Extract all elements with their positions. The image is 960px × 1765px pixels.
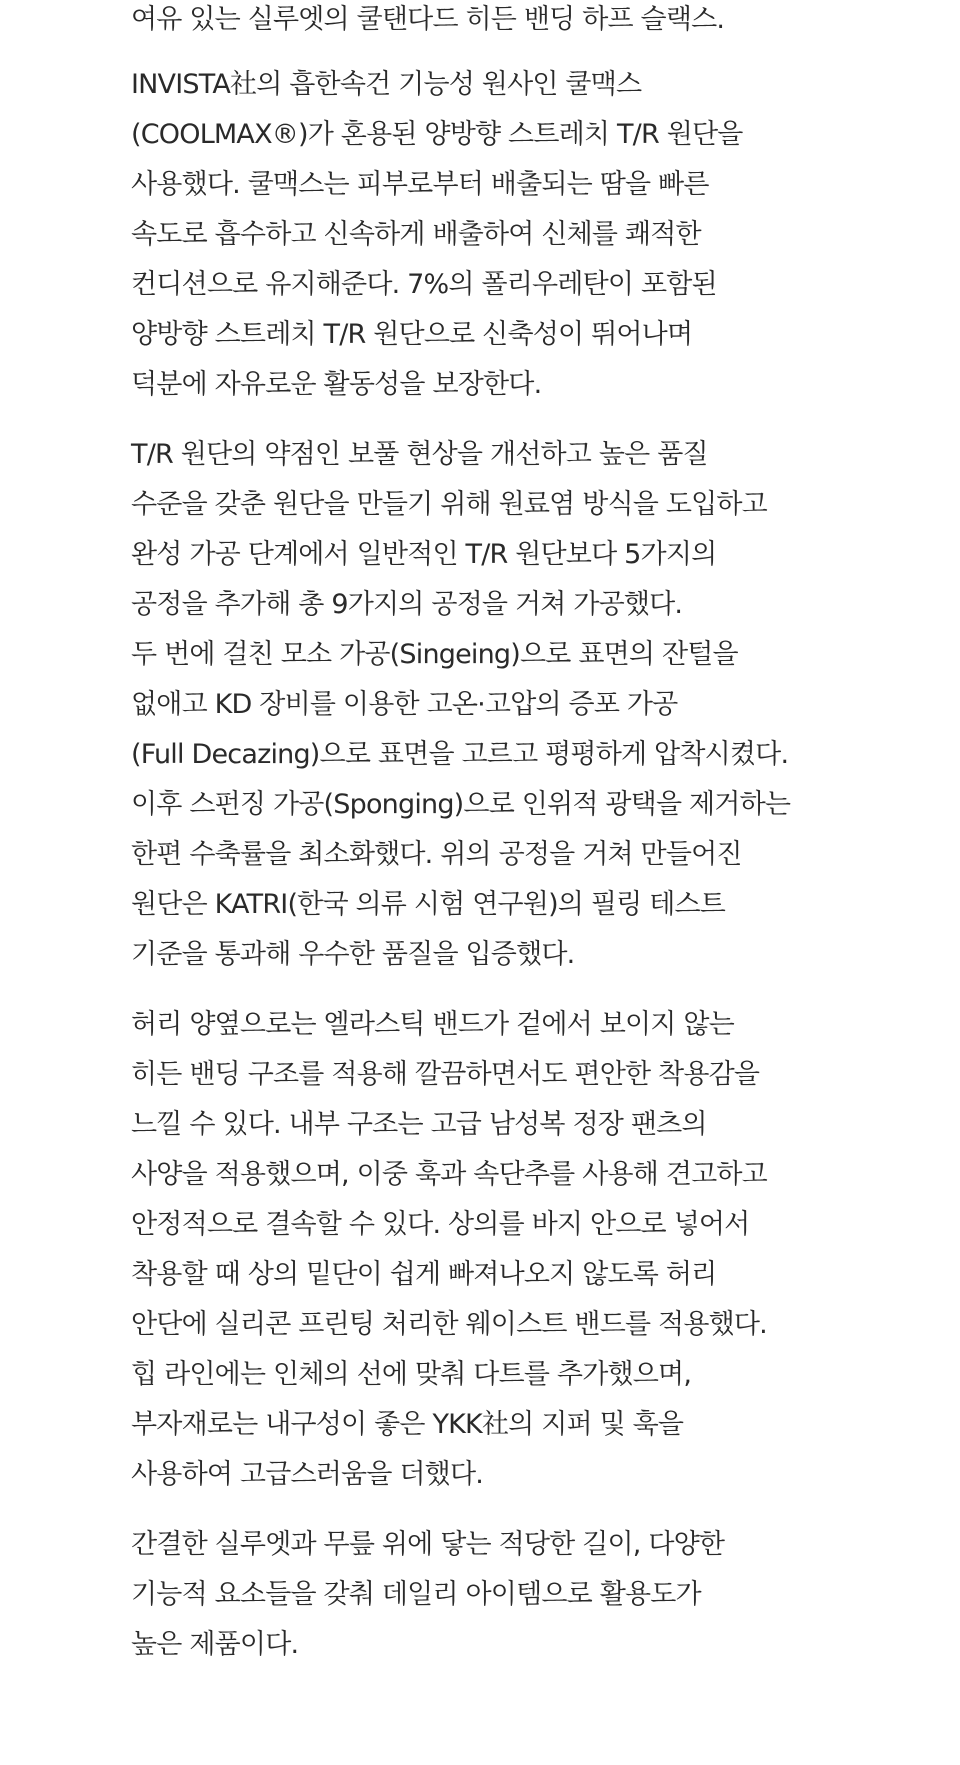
text-line: 느낄 수 있다. 내부 구조는 고급 남성복 정장 팬츠의: [131, 1109, 707, 1140]
text-line: 부자재로는 내구성이 좋은 YKK社의 지퍼 및 훅을: [131, 1409, 684, 1440]
text-line: 힙 라인에는 인체의 선에 맞춰 다트를 추가했으며,: [131, 1359, 692, 1390]
text-line: 덕분에 자유로운 활동성을 보장한다.: [131, 369, 542, 400]
text-line: 이후 스펀징 가공(Sponging)으로 인위적 광택을 제거하는: [131, 789, 791, 820]
text-line: 컨디션으로 유지해준다. 7%의 폴리우레탄이 포함된: [131, 269, 717, 300]
text-line: 속도로 흡수하고 신속하게 배출하여 신체를 쾌적한: [131, 219, 701, 250]
text-line: 없애고 KD 장비를 이용한 고온·고압의 증포 가공: [131, 689, 678, 720]
text-line: 안정적으로 결속할 수 있다. 상의를 바지 안으로 넣어서: [131, 1209, 750, 1240]
text-line: 두 번에 걸친 모소 가공(Singeing)으로 표면의 잔털을: [131, 639, 738, 670]
paragraph-finishing-process: [131, 430, 951, 980]
paragraph-coolmax-fabric: [131, 60, 951, 410]
text-line: 한편 수축률을 최소화했다. 위의 공정을 거쳐 만들어진: [131, 839, 742, 870]
text-line: 완성 가공 단계에서 일반적인 T/R 원단보다 5가지의: [131, 539, 717, 570]
text-line: T/R 원단의 약점인 보풀 현상을 개선하고 높은 품질: [131, 439, 708, 470]
text-line: (COOLMAX®)가 혼용된 양방향 스트레치 T/R 원단을: [131, 119, 743, 150]
text-line: INVISTA社의 흡한속건 기능성 원사인 쿨맥스: [131, 69, 642, 100]
text-line: 수준을 갖춘 원단을 만들기 위해 원료염 방식을 도입하고: [131, 489, 767, 520]
text-line: 안단에 실리콘 프린팅 처리한 웨이스트 밴드를 적용했다.: [131, 1309, 767, 1340]
text-line: 히든 밴딩 구조를 적용해 깔끔하면서도 편안한 착용감을: [131, 1059, 760, 1090]
text-line: 사용하여 고급스러움을 더했다.: [131, 1459, 484, 1490]
text-line: 여유 있는 실루엣의 쿨탠다드 히든 밴딩 하프 슬랙스.: [131, 4, 725, 35]
text-line: 높은 제품이다.: [131, 1629, 299, 1660]
text-line: 기준을 통과해 우수한 품질을 입증했다.: [131, 939, 575, 970]
product-description: [131, 0, 951, 1670]
paragraph-silhouette: [131, 0, 951, 40]
text-line: 간결한 실루엣과 무릎 위에 닿는 적당한 길이, 다양한: [131, 1529, 725, 1560]
text-line: 허리 양옆으로는 엘라스틱 밴드가 겉에서 보이지 않는: [131, 1009, 734, 1040]
text-line: 착용할 때 상의 밑단이 쉽게 빠져나오지 않도록 허리: [131, 1259, 717, 1290]
text-line: (Full Decazing)으로 표면을 고르고 평평하게 압착시켰다.: [131, 739, 789, 770]
text-line: 사용했다. 쿨맥스는 피부로부터 배출되는 땀을 빠른: [131, 169, 709, 200]
text-line: 양방향 스트레치 T/R 원단으로 신축성이 뛰어나며: [131, 319, 693, 350]
paragraph-summary: [131, 1520, 951, 1670]
text-line: 기능적 요소들을 갖춰 데일리 아이템으로 활용도가: [131, 1579, 701, 1610]
text-line: 원단은 KATRI(한국 의류 시험 연구원)의 필링 테스트: [131, 889, 726, 920]
text-line: 공정을 추가해 총 9가지의 공정을 거쳐 가공했다.: [131, 589, 683, 620]
text-line: 사양을 적용했으며, 이중 훅과 속단추를 사용해 견고하고: [131, 1159, 767, 1190]
paragraph-waist-structure: [131, 1000, 951, 1500]
